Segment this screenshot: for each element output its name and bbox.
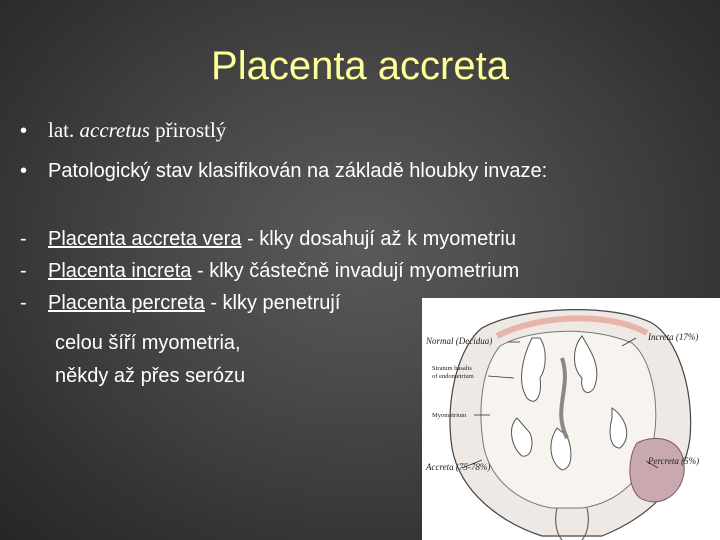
slide-title: Placenta accreta xyxy=(211,44,509,88)
label-normal: Normal (Decidua) xyxy=(426,336,493,346)
label-percreta: Percreta (5%) xyxy=(648,456,700,466)
latin-translation: přirostlý xyxy=(149,118,227,142)
list-item-accreta-vera xyxy=(20,228,516,251)
list-item-percreta xyxy=(20,292,340,315)
bullet-latin xyxy=(20,118,226,143)
term-increta: Placenta increta xyxy=(48,260,192,282)
percreta-bulge xyxy=(630,438,684,501)
bullet-dot: • xyxy=(20,120,28,142)
latin-term: accretus xyxy=(79,118,150,142)
percreta-continuation-2: někdy až přes serózu xyxy=(55,365,246,387)
classification-text: Patologický stav klasifikován na základě hloubky invaze: xyxy=(48,160,548,182)
uterus-illustration xyxy=(422,298,720,540)
label-increta: Increta (17%) xyxy=(648,332,699,342)
uterus-diagram xyxy=(422,298,720,540)
dash-mark: - xyxy=(20,228,27,250)
label-stratum-1: Stratum basalis xyxy=(432,365,472,372)
desc-accreta-vera: - klky dosahují až k myometriu xyxy=(241,228,516,250)
label-myometrium: Myometrium xyxy=(432,412,467,419)
dash-mark: - xyxy=(20,292,27,314)
bullet-dot: • xyxy=(20,160,28,182)
percreta-continuation-1: celou šíří myometria, xyxy=(55,332,241,354)
term-percreta: Placenta percreta xyxy=(48,292,205,314)
latin-text xyxy=(48,118,226,143)
bullet-classification xyxy=(20,160,547,183)
latin-prefix: lat. xyxy=(48,118,80,142)
uterine-cavity xyxy=(481,331,656,508)
list-item-increta xyxy=(20,260,519,283)
label-stratum-2: of endometrium xyxy=(432,373,474,380)
label-accreta: Accreta (75-78%) xyxy=(426,462,491,472)
term-accreta-vera: Placenta accreta vera xyxy=(48,228,242,250)
dash-mark: - xyxy=(20,260,27,282)
desc-increta: - klky částečně invadují myometrium xyxy=(191,260,520,282)
desc-percreta: - klky penetrují xyxy=(204,292,341,314)
